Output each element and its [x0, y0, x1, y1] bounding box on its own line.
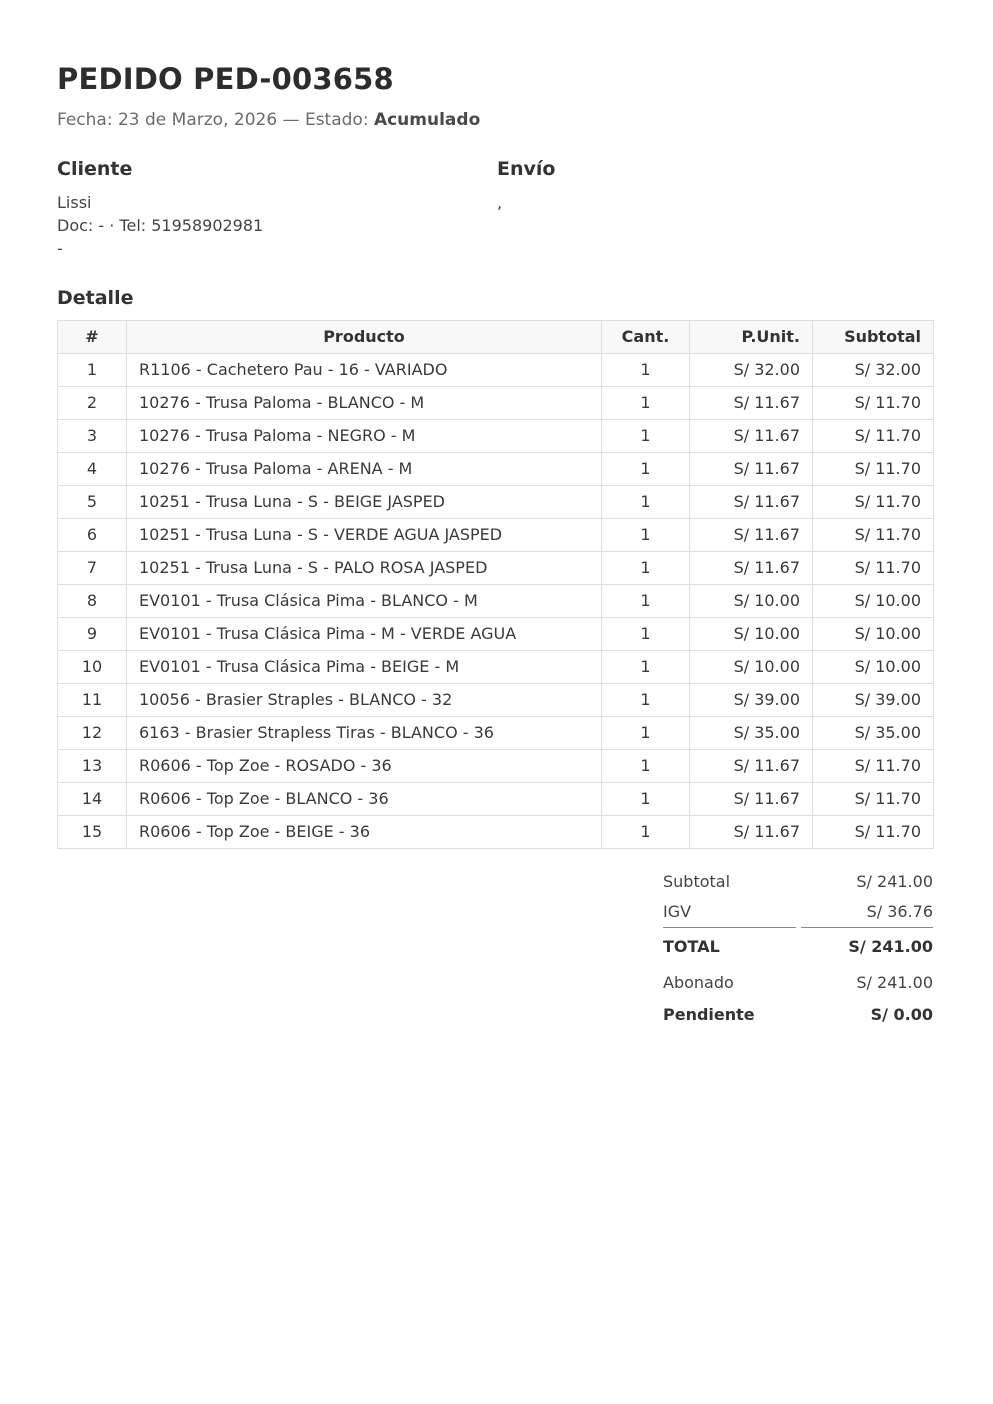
cell-punit: S/ 11.67: [690, 486, 813, 519]
table-row: [58, 585, 934, 618]
cell-num: 4: [58, 453, 127, 486]
cell-producto: 6163 - Brasier Strapless Tiras - BLANCO - 36: [127, 717, 602, 750]
cell-punit: S/ 11.67: [690, 420, 813, 453]
cliente-extra: -: [57, 239, 63, 258]
cell-cant: 1: [602, 750, 690, 783]
cell-subtotal: S/ 10.00: [813, 585, 934, 618]
abonado-label: Abonado: [663, 973, 734, 992]
col-header-punit: P.Unit.: [690, 321, 813, 354]
cell-producto: 10251 - Trusa Luna - S - BEIGE JASPED: [127, 486, 602, 519]
cell-cant: 1: [602, 420, 690, 453]
cell-punit: S/ 32.00: [690, 354, 813, 387]
detalle-table-header: [58, 321, 934, 354]
envio-section: [497, 158, 933, 260]
cell-producto: 10251 - Trusa Luna - S - VERDE AGUA JASPED: [127, 519, 602, 552]
cell-producto: 10276 - Trusa Paloma - NEGRO - M: [127, 420, 602, 453]
order-status: Acumulado: [373, 110, 481, 130]
cell-subtotal: S/ 11.70: [813, 519, 934, 552]
cell-cant: 1: [602, 816, 690, 849]
cliente-heading: Cliente: [57, 158, 133, 180]
cell-punit: S/ 11.67: [690, 519, 813, 552]
cell-num: 2: [58, 387, 127, 420]
cell-punit: S/ 10.00: [690, 618, 813, 651]
table-row: [58, 519, 934, 552]
col-header-subtotal: Subtotal: [813, 321, 934, 354]
cell-subtotal: S/ 35.00: [813, 717, 934, 750]
subtotal-value: S/ 241.00: [856, 872, 933, 891]
cell-cant: 1: [602, 585, 690, 618]
cell-num: 3: [58, 420, 127, 453]
cell-punit: S/ 10.00: [690, 585, 813, 618]
pendiente-value: S/ 0.00: [870, 1005, 933, 1024]
table-row: [58, 387, 934, 420]
cell-producto: EV0101 - Trusa Clásica Pima - M - VERDE AGUA: [127, 618, 602, 651]
table-row: [58, 486, 934, 519]
summary-row-abonado: [663, 974, 933, 991]
table-row: [58, 750, 934, 783]
cell-subtotal: S/ 11.70: [813, 750, 934, 783]
cell-num: 8: [58, 585, 127, 618]
cell-producto: EV0101 - Trusa Clásica Pima - BEIGE - M: [127, 651, 602, 684]
table-row: [58, 816, 934, 849]
cell-subtotal: S/ 10.00: [813, 618, 934, 651]
cell-cant: 1: [602, 519, 690, 552]
order-meta: [57, 110, 933, 130]
cell-cant: 1: [602, 717, 690, 750]
cell-num: 11: [58, 684, 127, 717]
table-row: [58, 684, 934, 717]
pendiente-label: Pendiente: [663, 1005, 755, 1024]
cell-num: 14: [58, 783, 127, 816]
cell-num: 7: [58, 552, 127, 585]
cliente-doc-tel: Doc: - · Tel: 51958902981: [57, 216, 264, 235]
cell-producto: R0606 - Top Zoe - ROSADO - 36: [127, 750, 602, 783]
page-title: PEDIDO PED-003658: [57, 62, 394, 96]
table-row: [58, 552, 934, 585]
cell-num: 1: [58, 354, 127, 387]
cell-cant: 1: [602, 684, 690, 717]
cell-producto: R1106 - Cachetero Pau - 16 - VARIADO: [127, 354, 602, 387]
cell-punit: S/ 11.67: [690, 453, 813, 486]
cell-subtotal: S/ 11.70: [813, 552, 934, 585]
cell-subtotal: S/ 11.70: [813, 816, 934, 849]
summary-row-igv: [663, 903, 933, 920]
cell-subtotal: S/ 32.00: [813, 354, 934, 387]
cell-subtotal: S/ 11.70: [813, 453, 934, 486]
total-label: TOTAL: [663, 927, 796, 955]
cell-cant: 1: [602, 453, 690, 486]
cliente-section: [57, 158, 497, 260]
igv-value: S/ 36.76: [866, 902, 933, 921]
totals-summary: [663, 873, 933, 1023]
order-meta-prefix: Fecha: 23 de Marzo, 2026 — Estado:: [57, 110, 369, 130]
table-row: [58, 420, 934, 453]
cell-cant: 1: [602, 783, 690, 816]
cell-punit: S/ 39.00: [690, 684, 813, 717]
cell-producto: 10056 - Brasier Straples - BLANCO - 32: [127, 684, 602, 717]
total-value: S/ 241.00: [801, 927, 934, 955]
cell-subtotal: S/ 11.70: [813, 387, 934, 420]
table-row: [58, 618, 934, 651]
cell-producto: 10276 - Trusa Paloma - BLANCO - M: [127, 387, 602, 420]
cell-num: 13: [58, 750, 127, 783]
cell-punit: S/ 11.67: [690, 816, 813, 849]
cell-punit: S/ 35.00: [690, 717, 813, 750]
cell-cant: 1: [602, 354, 690, 387]
table-row: [58, 783, 934, 816]
envio-address: ,: [497, 193, 503, 212]
cell-producto: 10276 - Trusa Paloma - ARENA - M: [127, 453, 602, 486]
cell-punit: S/ 11.67: [690, 783, 813, 816]
cell-subtotal: S/ 11.70: [813, 420, 934, 453]
detalle-heading: Detalle: [57, 287, 134, 309]
summary-row-subtotal: [663, 873, 933, 890]
cell-punit: S/ 11.67: [690, 552, 813, 585]
detalle-table: [57, 320, 934, 849]
detalle-table-body: [58, 354, 934, 849]
cliente-name: Lissi: [57, 193, 92, 212]
igv-label: IGV: [663, 902, 692, 921]
cell-num: 15: [58, 816, 127, 849]
table-row: [58, 354, 934, 387]
cell-cant: 1: [602, 486, 690, 519]
col-header-num: #: [58, 321, 127, 354]
cell-num: 9: [58, 618, 127, 651]
cell-cant: 1: [602, 387, 690, 420]
cell-num: 5: [58, 486, 127, 519]
cell-num: 12: [58, 717, 127, 750]
table-row: [58, 453, 934, 486]
cell-producto: 10251 - Trusa Luna - S - PALO ROSA JASPED: [127, 552, 602, 585]
summary-row-total: [663, 927, 933, 955]
abonado-value: S/ 241.00: [856, 973, 933, 992]
header-row: [58, 321, 934, 354]
cell-punit: S/ 11.67: [690, 750, 813, 783]
cell-punit: S/ 11.67: [690, 387, 813, 420]
summary-row-pendiente: [663, 1006, 933, 1023]
table-row: [58, 651, 934, 684]
cell-subtotal: S/ 39.00: [813, 684, 934, 717]
table-row: [58, 717, 934, 750]
cell-num: 6: [58, 519, 127, 552]
col-header-cant: Cant.: [602, 321, 690, 354]
cell-punit: S/ 10.00: [690, 651, 813, 684]
cell-cant: 1: [602, 651, 690, 684]
subtotal-label: Subtotal: [663, 872, 731, 891]
cell-num: 10: [58, 651, 127, 684]
cell-subtotal: S/ 10.00: [813, 651, 934, 684]
cell-producto: R0606 - Top Zoe - BLANCO - 36: [127, 783, 602, 816]
cell-cant: 1: [602, 618, 690, 651]
cell-cant: 1: [602, 552, 690, 585]
envio-heading: Envío: [497, 158, 556, 180]
cell-subtotal: S/ 11.70: [813, 783, 934, 816]
cell-subtotal: S/ 11.70: [813, 486, 934, 519]
col-header-producto: Producto: [127, 321, 602, 354]
info-section: [57, 158, 933, 260]
cell-producto: EV0101 - Trusa Clásica Pima - BLANCO - M: [127, 585, 602, 618]
cell-producto: R0606 - Top Zoe - BEIGE - 36: [127, 816, 602, 849]
